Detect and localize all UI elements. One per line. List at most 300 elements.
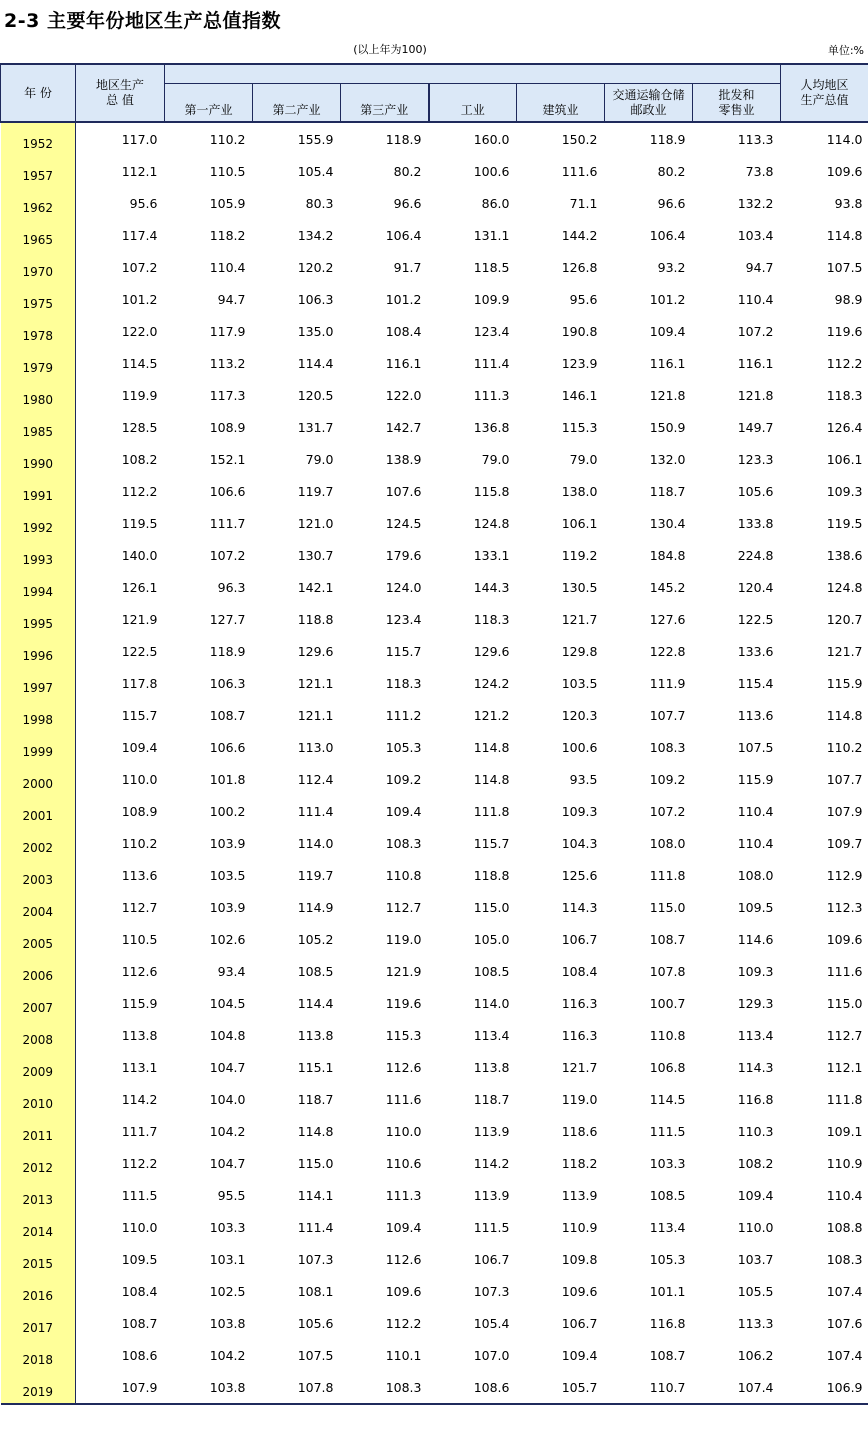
header-secondary-industry: 第二产业 [253,84,341,123]
header-primary-industry: 第一产业 [165,84,253,123]
table-row [1,699,868,731]
value-cell: 111.4 [297,1219,334,1235]
value-cell: 111.5 [473,1219,510,1235]
value-cell: 107.9 [76,1371,165,1404]
table-body [1,122,868,1404]
table-row [1,219,868,251]
value-cell: 110.4 [826,1187,863,1203]
value-cell: 122.5 [737,611,774,627]
value-cell: 111.7 [209,515,246,531]
value-cell: 136.8 [473,419,510,435]
table-row [1,827,868,859]
value-cell: 108.1 [297,1283,334,1299]
value-cell: 91.7 [393,259,422,275]
value-cell: 110.0 [121,1219,158,1235]
value-cell: 79.0 [305,451,334,467]
value-cell: 110.4 [737,835,774,851]
value-cell: 94.7 [217,291,246,307]
table-row [1,1307,868,1339]
value-cell: 111.8 [473,803,510,819]
value-cell: 121.1 [297,707,334,723]
table-row [1,891,868,923]
value-cell: 113.2 [209,355,246,371]
value-cell: 101.2 [649,291,686,307]
value-cell: 110.8 [385,867,422,883]
value-cell: 108.3 [341,1371,429,1404]
value-cell: 107.3 [297,1251,334,1267]
value-cell: 107.3 [473,1283,510,1299]
value-cell: 106.7 [473,1251,510,1267]
value-cell: 112.7 [121,899,158,915]
value-cell: 109.6 [385,1283,422,1299]
value-cell: 140.0 [121,547,158,563]
value-cell: 114.0 [297,835,334,851]
value-cell: 114.1 [297,1187,334,1203]
value-cell: 105.6 [297,1315,334,1331]
value-cell: 100.7 [649,995,686,1011]
value-cell: 105.5 [737,1283,774,1299]
year-cell: 1995 [1,603,76,635]
value-cell: 107.5 [297,1347,334,1363]
value-cell: 119.0 [561,1091,598,1107]
value-cell: 107.2 [209,547,246,563]
value-cell: 104.3 [561,835,598,851]
table-row [1,1211,868,1243]
header-transport: 交通运输仓储 邮政业 [605,84,693,123]
value-cell: 95.6 [569,291,598,307]
year-cell: 2014 [1,1211,76,1243]
value-cell: 113.9 [561,1187,598,1203]
value-cell: 108.5 [473,963,510,979]
value-cell: 105.4 [473,1315,510,1331]
year-cell: 2009 [1,1051,76,1083]
value-cell: 112.3 [826,899,863,915]
value-cell: 123.4 [473,323,510,339]
value-cell: 144.3 [473,579,510,595]
value-cell: 95.5 [217,1187,246,1203]
value-cell: 105.7 [517,1371,605,1404]
value-cell: 119.5 [121,515,158,531]
year-cell: 2011 [1,1115,76,1147]
value-cell: 115.9 [737,771,774,787]
value-cell: 86.0 [481,195,510,211]
value-cell: 110.3 [737,1123,774,1139]
value-cell: 96.6 [657,195,686,211]
value-cell: 126.4 [826,419,863,435]
table-row [1,443,868,475]
value-cell: 130.7 [297,547,334,563]
value-cell: 111.4 [297,803,334,819]
value-cell: 105.4 [297,163,334,179]
value-cell: 116.1 [649,355,686,371]
year-cell: 1962 [1,187,76,219]
value-cell: 117.0 [121,131,158,147]
value-cell: 111.4 [473,355,510,371]
value-cell: 109.4 [737,1187,774,1203]
value-cell: 122.0 [121,323,158,339]
value-cell: 93.8 [834,195,863,211]
value-cell: 138.6 [826,547,863,563]
value-cell: 224.8 [737,547,774,563]
value-cell: 118.9 [385,131,422,147]
value-cell: 108.5 [297,963,334,979]
header-industry: 工业 [429,84,517,123]
value-cell: 142.1 [297,579,334,595]
value-cell: 110.4 [209,259,246,275]
value-cell: 93.2 [657,259,686,275]
value-cell: 120.5 [297,387,334,403]
value-cell: 118.3 [473,611,510,627]
value-cell: 144.2 [561,227,598,243]
value-cell: 96.6 [393,195,422,211]
value-cell: 122.5 [121,643,158,659]
value-cell: 109.4 [385,1219,422,1235]
year-cell: 2005 [1,923,76,955]
value-cell: 103.9 [209,835,246,851]
table-row [1,987,868,1019]
value-cell: 79.0 [481,451,510,467]
value-cell: 108.0 [649,835,686,851]
value-cell: 113.6 [737,707,774,723]
value-cell: 129.3 [737,995,774,1011]
value-cell: 129.6 [473,643,510,659]
value-cell: 128.5 [121,419,158,435]
table-row [1,1019,868,1051]
value-cell: 103.5 [561,675,598,691]
value-cell: 109.5 [737,899,774,915]
value-cell: 109.8 [561,1251,598,1267]
value-cell: 120.7 [826,611,863,627]
value-cell: 123.3 [737,451,774,467]
value-cell: 108.3 [385,835,422,851]
value-cell: 110.9 [826,1155,863,1171]
value-cell: 111.8 [826,1091,863,1107]
value-cell: 80.2 [657,163,686,179]
value-cell: 93.4 [217,963,246,979]
value-cell: 104.2 [209,1347,246,1363]
value-cell: 108.0 [737,867,774,883]
value-cell: 121.7 [561,1059,598,1075]
value-cell: 73.8 [745,163,774,179]
value-cell: 109.4 [385,803,422,819]
year-cell: 1998 [1,699,76,731]
value-cell: 150.9 [649,419,686,435]
value-cell: 110.2 [121,835,158,851]
value-cell: 107.0 [473,1347,510,1363]
value-cell: 95.6 [129,195,158,211]
table-row [1,1147,868,1179]
value-cell: 121.7 [561,611,598,627]
value-cell: 103.3 [209,1219,246,1235]
table-row [1,411,868,443]
value-cell: 111.5 [649,1123,686,1139]
value-cell: 111.6 [826,963,863,979]
value-cell: 113.8 [297,1027,334,1043]
value-cell: 107.2 [737,323,774,339]
table-row [1,1179,868,1211]
value-cell: 121.9 [385,963,422,979]
value-cell: 114.9 [297,899,334,915]
year-cell: 1980 [1,379,76,411]
table-row [1,475,868,507]
table-row [1,347,868,379]
table-row [1,763,868,795]
value-cell: 111.3 [385,1187,422,1203]
value-cell: 114.3 [561,899,598,915]
year-cell: 1979 [1,347,76,379]
value-cell: 108.4 [121,1283,158,1299]
value-cell: 105.3 [649,1251,686,1267]
value-cell: 114.8 [297,1123,334,1139]
value-cell: 123.4 [385,611,422,627]
value-cell: 110.6 [385,1155,422,1171]
value-cell: 103.7 [737,1251,774,1267]
value-cell: 106.6 [209,739,246,755]
value-cell: 116.8 [737,1091,774,1107]
value-cell: 109.4 [121,739,158,755]
value-cell: 101.8 [209,771,246,787]
year-cell: 1993 [1,539,76,571]
value-cell: 117.8 [121,675,158,691]
value-cell: 104.5 [209,995,246,1011]
value-cell: 79.0 [569,451,598,467]
value-cell: 122.0 [385,387,422,403]
value-cell: 104.2 [209,1123,246,1139]
value-cell: 184.8 [649,547,686,563]
value-cell: 109.9 [473,291,510,307]
value-cell: 122.8 [649,643,686,659]
value-cell: 100.6 [473,163,510,179]
value-cell: 118.7 [649,483,686,499]
value-cell: 129.8 [561,643,598,659]
value-cell: 113.4 [473,1027,510,1043]
value-cell: 114.8 [473,771,510,787]
value-cell: 115.0 [649,899,686,915]
value-cell: 106.1 [826,451,863,467]
value-cell: 110.5 [121,931,158,947]
value-cell: 112.2 [121,1155,158,1171]
value-cell: 104.0 [209,1091,246,1107]
value-cell: 116.1 [385,355,422,371]
value-cell: 114.6 [737,931,774,947]
value-cell: 111.5 [121,1187,158,1203]
value-cell: 112.2 [121,483,158,499]
value-cell: 113.0 [297,739,334,755]
value-cell: 118.9 [209,643,246,659]
year-cell: 1970 [1,251,76,283]
value-cell: 111.3 [473,387,510,403]
value-cell: 121.8 [649,387,686,403]
value-cell: 106.2 [737,1347,774,1363]
value-cell: 106.6 [209,483,246,499]
value-cell: 113.8 [121,1027,158,1043]
value-cell: 104.7 [209,1155,246,1171]
value-cell: 118.2 [209,227,246,243]
value-cell: 115.3 [561,419,598,435]
value-cell: 93.5 [569,771,598,787]
header-wholesale-retail: 批发和 零售业 [693,84,781,123]
table-row [1,187,868,219]
table-row [1,251,868,283]
table-row [1,859,868,891]
value-cell: 133.6 [737,643,774,659]
value-cell: 106.3 [209,675,246,691]
value-cell: 131.7 [297,419,334,435]
value-cell: 126.1 [121,579,158,595]
value-cell: 121.8 [737,387,774,403]
table-row [1,603,868,635]
value-cell: 110.0 [121,771,158,787]
value-cell: 119.6 [385,995,422,1011]
value-cell: 132.2 [737,195,774,211]
value-cell: 106.8 [649,1059,686,1075]
value-cell: 113.6 [121,867,158,883]
value-cell: 112.6 [121,963,158,979]
header-industry-group [165,64,781,84]
value-cell: 102.5 [209,1283,246,1299]
value-cell: 124.5 [385,515,422,531]
value-cell: 135.0 [297,323,334,339]
year-cell: 1990 [1,443,76,475]
value-cell: 114.2 [473,1155,510,1171]
table-row [1,1339,868,1371]
value-cell: 103.9 [209,899,246,915]
value-cell: 108.4 [561,963,598,979]
value-cell: 110.4 [737,803,774,819]
value-cell: 112.2 [826,355,863,371]
year-cell: 2002 [1,827,76,859]
value-cell: 132.0 [649,451,686,467]
value-cell: 108.4 [385,323,422,339]
value-cell: 114.5 [649,1091,686,1107]
value-cell: 133.1 [473,547,510,563]
value-cell: 106.9 [781,1371,868,1404]
table-row [1,1275,868,1307]
value-cell: 190.8 [561,323,598,339]
value-cell: 121.7 [826,643,863,659]
table-row [1,1243,868,1275]
value-cell: 112.6 [385,1251,422,1267]
value-cell: 108.3 [826,1251,863,1267]
value-cell: 108.9 [121,803,158,819]
value-cell: 111.7 [121,1123,158,1139]
value-cell: 109.3 [561,803,598,819]
year-cell: 2004 [1,891,76,923]
value-cell: 103.4 [737,227,774,243]
year-cell: 2019 [1,1371,76,1404]
value-cell: 107.2 [121,259,158,275]
header-year: 年 份 [1,64,76,122]
value-cell: 160.0 [473,131,510,147]
value-cell: 116.3 [561,1027,598,1043]
value-cell: 113.4 [737,1027,774,1043]
value-cell: 114.2 [121,1091,158,1107]
year-cell: 2018 [1,1339,76,1371]
value-cell: 118.7 [473,1091,510,1107]
year-cell: 1999 [1,731,76,763]
value-cell: 103.8 [165,1371,253,1404]
value-cell: 107.5 [737,739,774,755]
value-cell: 118.7 [297,1091,334,1107]
year-cell: 1997 [1,667,76,699]
year-cell: 2016 [1,1275,76,1307]
value-cell: 113.9 [473,1187,510,1203]
value-cell: 125.6 [561,867,598,883]
value-cell: 110.7 [605,1371,693,1404]
value-cell: 115.0 [297,1155,334,1171]
value-cell: 109.6 [561,1283,598,1299]
value-cell: 107.6 [385,483,422,499]
value-cell: 111.8 [649,867,686,883]
value-cell: 119.9 [121,387,158,403]
table-row [1,1083,868,1115]
value-cell: 108.8 [826,1219,863,1235]
value-cell: 124.0 [385,579,422,595]
value-cell: 115.0 [473,899,510,915]
value-cell: 118.8 [297,611,334,627]
value-cell: 116.8 [649,1315,686,1331]
table-row [1,955,868,987]
value-cell: 113.8 [473,1059,510,1075]
value-cell: 113.3 [737,131,774,147]
value-cell: 145.2 [649,579,686,595]
value-cell: 110.2 [209,131,246,147]
year-cell: 2017 [1,1307,76,1339]
value-cell: 109.2 [649,771,686,787]
header-construction: 建筑业 [517,84,605,123]
value-cell: 107.5 [826,259,863,275]
value-cell: 96.3 [217,579,246,595]
value-cell: 115.7 [473,835,510,851]
value-cell: 102.6 [209,931,246,947]
value-cell: 107.7 [649,707,686,723]
value-cell: 105.0 [473,931,510,947]
value-cell: 103.3 [649,1155,686,1171]
value-cell: 118.6 [561,1123,598,1139]
value-cell: 113.1 [121,1059,158,1075]
value-cell: 108.7 [209,707,246,723]
value-cell: 119.7 [297,867,334,883]
year-cell: 1996 [1,635,76,667]
value-cell: 107.4 [826,1283,863,1299]
value-cell: 112.6 [385,1059,422,1075]
value-cell: 112.7 [826,1027,863,1043]
value-cell: 114.0 [473,995,510,1011]
year-cell: 1985 [1,411,76,443]
value-cell: 112.7 [385,899,422,915]
value-cell: 103.5 [209,867,246,883]
table-row [1,635,868,667]
value-cell: 113.3 [737,1315,774,1331]
value-cell: 109.3 [826,483,863,499]
table-row [1,667,868,699]
value-cell: 116.1 [737,355,774,371]
year-cell: 2000 [1,763,76,795]
gdp-index-table [0,63,868,1405]
value-cell: 94.7 [745,259,774,275]
value-cell: 80.3 [305,195,334,211]
year-cell: 1952 [1,122,76,155]
value-cell: 114.8 [473,739,510,755]
value-cell: 106.3 [297,291,334,307]
value-cell: 111.6 [561,163,598,179]
value-cell: 116.3 [561,995,598,1011]
value-cell: 105.9 [209,195,246,211]
value-cell: 138.9 [385,451,422,467]
value-cell: 115.7 [385,643,422,659]
value-cell: 110.2 [826,739,863,755]
value-cell: 107.4 [693,1371,781,1404]
